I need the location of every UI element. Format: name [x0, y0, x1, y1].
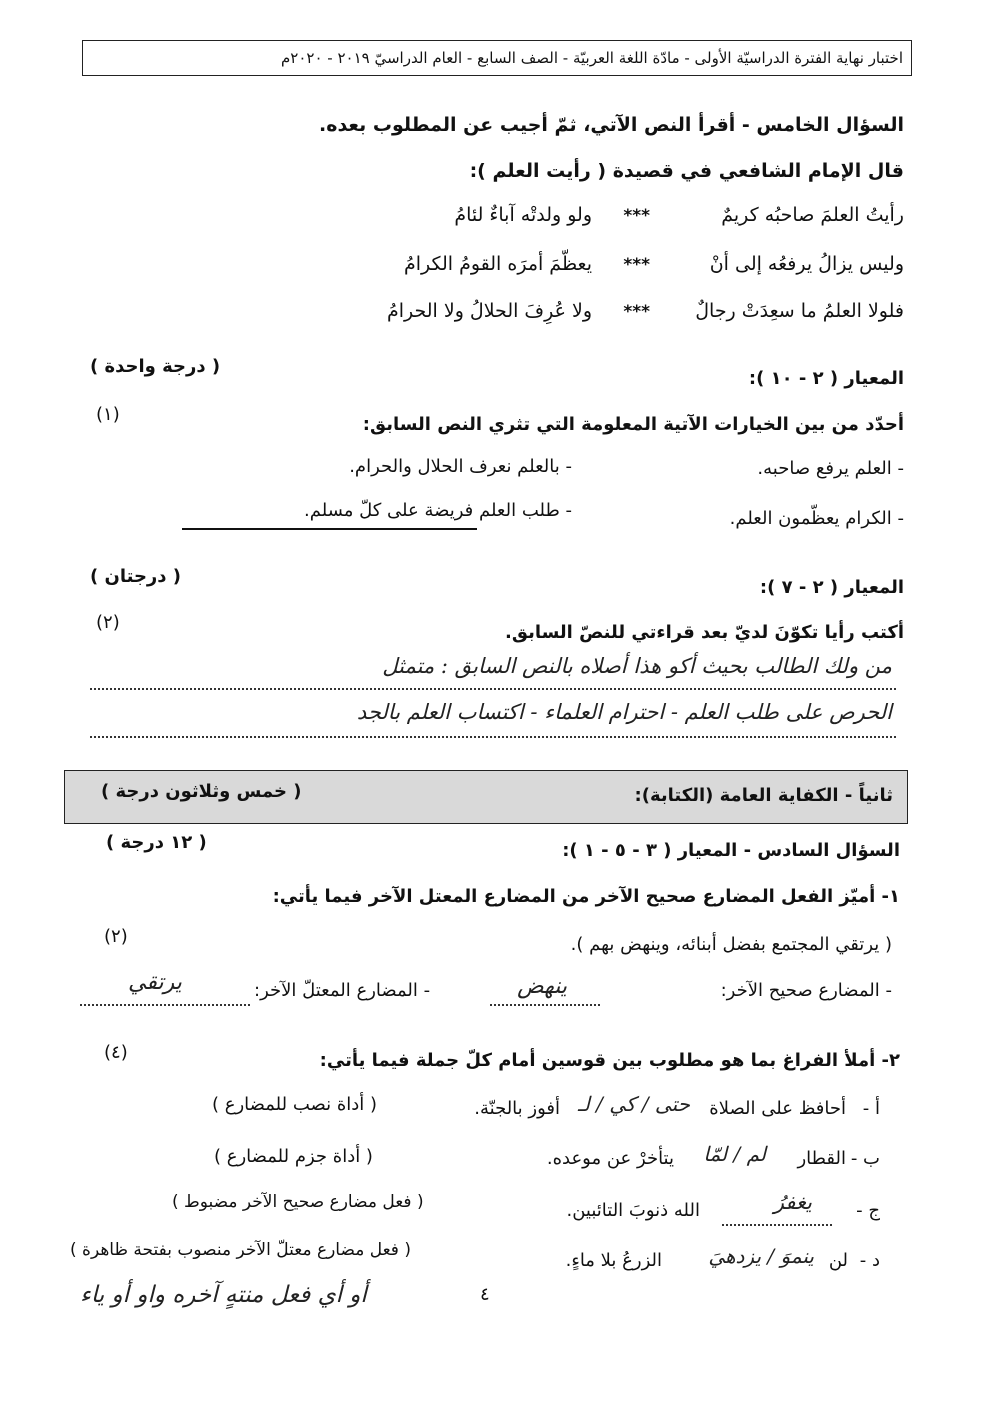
item-c-letter: ج -	[856, 1200, 880, 1221]
page-number: ٤	[480, 1284, 490, 1305]
sahih-handwritten-answer: ينهض	[517, 974, 567, 999]
criterion-1-mark: (١)	[96, 404, 120, 425]
q6-grade: ( ١٢ درجة )	[106, 832, 207, 853]
header-title: اختبار نهاية الفترة الدراسيّة الأولى - مادّة اللغة العربيّة - الصف السابع - العام الدراسيّ ٢٠١٩ - ٢٠٢٠م	[280, 49, 903, 67]
handwritten-answer-line-1: من ولك الطالب بحيث أكو هذا أصلاه بالنص السابق : متمثل	[382, 654, 892, 678]
criterion-1-label: المعيار ( ٢ - ١٠ ):	[748, 368, 904, 389]
poem-separator: ***	[623, 302, 650, 322]
answer-dotted-line-2	[90, 736, 896, 738]
item-a-letter: أ -	[862, 1098, 880, 1119]
item-b-hint: ( أداة جزم للمضارع )	[214, 1146, 373, 1167]
item-b-handwritten-answer: لم / لمّا	[703, 1142, 766, 1166]
item-b-before: القطار	[797, 1148, 846, 1169]
q5-title: السؤال الخامس - أقرأ النص الآتي، ثمّ أجيب عن المطلوب بعده.	[319, 114, 904, 136]
poem-separator: ***	[623, 255, 650, 275]
q6-part2-question: ٢- أملأ الفراغ بما هو مطلوب بين قوسين أمام كلّ جملة فيما يأتي:	[319, 1050, 900, 1071]
poem-line-2-right: وليس يزالُ يرفعُه إلى أنْ	[709, 253, 904, 275]
section-2-grade: ( خمس وثلاثون درجة )	[101, 781, 302, 802]
item-b-letter: ب -	[850, 1148, 880, 1169]
item-c-dotted-line	[722, 1224, 832, 1226]
poem-line-1-right: رأيتُ العلمَ صاحبُه كريمٌ	[721, 204, 904, 226]
criterion-1-question: أحدّد من بين الخيارات الآتية المعلومة التي تثري النص السابق:	[362, 414, 904, 435]
handwritten-answer-line-2: الحرص على طلب العلم - احترام العلماء - اكتساب العلم بالجد	[356, 700, 892, 724]
item-c-hint: ( فعل مضارع صحيح الآخر مضبوط )	[172, 1192, 424, 1212]
item-d-hint: ( فعل مضارع معتلّ الآخر منصوب بفتحة ظاهرة )	[70, 1240, 411, 1260]
sahih-dotted-line	[490, 1004, 600, 1006]
item-a-after: أفوز بالجنّة.	[474, 1098, 560, 1119]
mutall-handwritten-answer: يرتقي	[128, 970, 182, 995]
q5-intro: قال الإمام الشافعي في قصيدة ( رأيت العلم ):	[469, 160, 904, 182]
criterion-2-grade: ( درجتان )	[90, 566, 182, 587]
item-d-letter: د -	[859, 1250, 880, 1271]
poem-line-3-right: فلولا العلمُ ما سعِدَتْ رجالٌ	[695, 300, 904, 322]
option-4-correct: - طلب العلم فريضة على كلّ مسلم.	[304, 500, 572, 521]
q6-part1-question: ١- أميّز الفعل المضارع صحيح الآخر من المضارع المعتل الآخر فيما يأتي:	[272, 886, 900, 907]
poem-separator: ***	[623, 206, 650, 226]
section-2-banner	[64, 770, 908, 824]
mutall-label-text: - المضارع المعتلّ الآخر:	[254, 980, 431, 1001]
criterion-2-question: أكتب رأيا تكوّنَ لديّ بعد قراءتي للنصّ السابق.	[505, 622, 904, 643]
sahih-label: - المضارع صحيح الآخر:	[720, 980, 892, 1001]
item-b-after: يتأخرْ عن موعده.	[546, 1148, 674, 1169]
item-d-handwritten-answer: ينموَ / يزدهيَ	[708, 1244, 814, 1268]
item-a-before: أحافظ على الصلاة	[709, 1098, 846, 1119]
option-1: - العلم يرفع صاحبه.	[757, 458, 904, 479]
item-d-after: الزرعُ بلا ماءٍ.	[565, 1250, 662, 1271]
option-3: - الكرام يعظّمون العلم.	[729, 508, 904, 529]
item-c-handwritten-answer: يغفرُ	[773, 1190, 812, 1214]
item-c-after: الله ذنوبَ التائبين.	[566, 1200, 700, 1221]
poem-line-2-left: يعظّمَ أمرَه القومُ الكرامُ	[403, 253, 592, 275]
q6-part1-sentence: ( يرتقي المجتمع بفضل أبنائه، وينهض بهم ).	[570, 934, 892, 955]
item-a-handwritten-answer: حتى / كي / لـ	[577, 1092, 690, 1116]
header-box	[82, 40, 912, 76]
section-2-title: ثانياً - الكفاية العامة (الكتابة):	[634, 785, 893, 806]
poem-line-1-left: ولو ولدتْه آباءٌ لئامُ	[454, 204, 592, 226]
answer-dotted-line-1	[90, 688, 896, 690]
criterion-2-label: المعيار ( ٢ - ٧ ):	[759, 577, 904, 598]
correct-option-underline	[182, 528, 477, 530]
criterion-1-grade: ( درجة واحدة )	[90, 356, 221, 377]
criterion-2-mark: (٢)	[96, 612, 120, 633]
q6-title: السؤال السادس - المعيار ( ٣ - ٥ - ١ ):	[562, 840, 900, 861]
q6-part1-mark: (٢)	[104, 926, 128, 947]
q6-part2-mark: (٤)	[104, 1042, 128, 1063]
poem-line-3-left: ولا عُرِفَ الحلالُ ولا الحرامُ	[386, 300, 592, 322]
item-d-before: لن	[828, 1250, 848, 1271]
mutall-dotted-line	[80, 1004, 250, 1006]
handwritten-note: أو أي فعل منتهٍ آخره واو أو ياء	[80, 1282, 367, 1308]
item-a-hint: ( أداة نصب للمضارع )	[212, 1094, 378, 1115]
option-2: - بالعلم نعرف الحلال والحرام.	[349, 456, 572, 477]
